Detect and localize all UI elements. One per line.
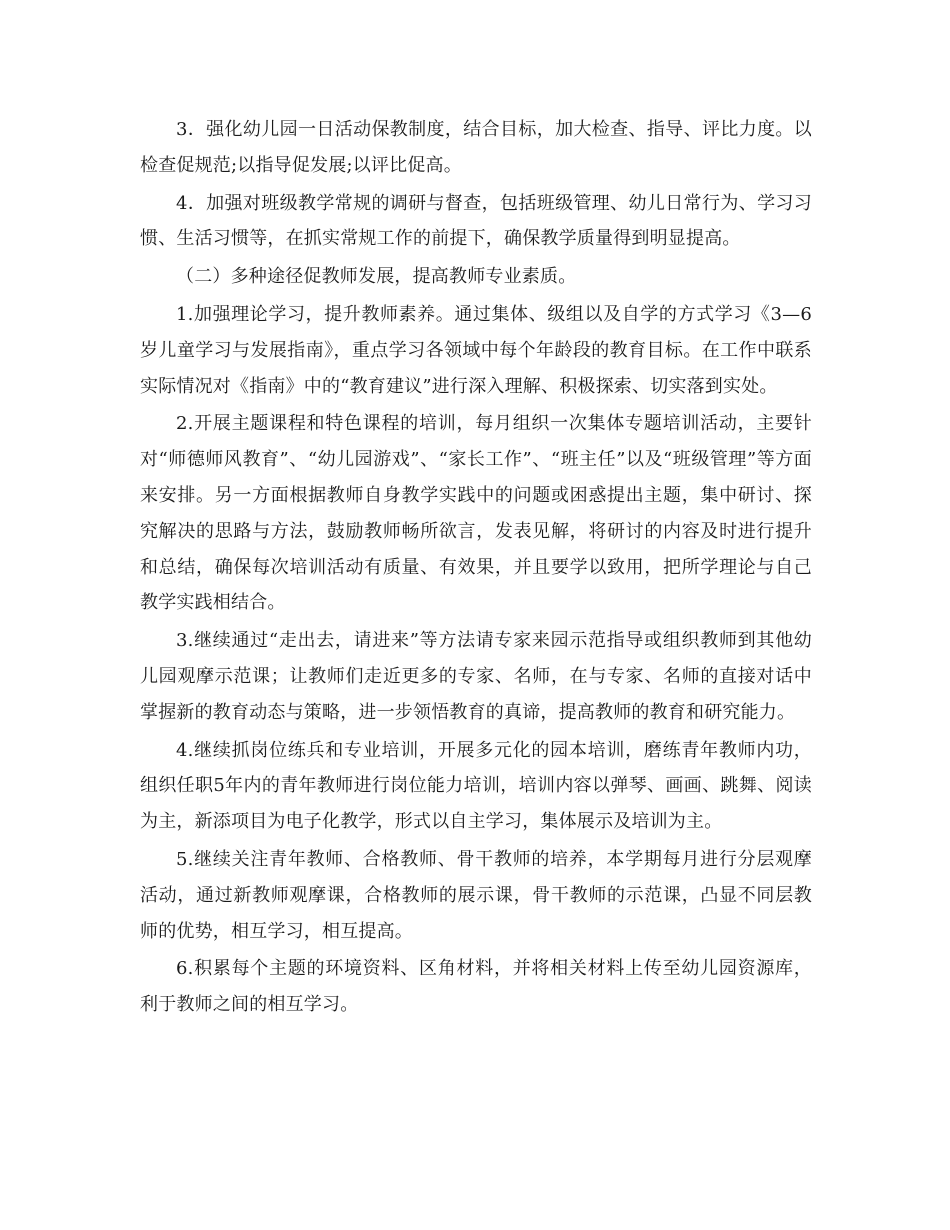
paragraph-item-3: 3．强化幼儿园一日活动保教制度，结合目标，加大检查、指导、评比力度。以检查促规范;以指导促发展;以评比促高。: [140, 119, 812, 176]
paragraph-sub-5: 5.继续关注青年教师、合格教师、骨干教师的培养，本学期每月进行分层观摩活动，通过新教师观摩课，合格教师的展示课，骨干教师的示范课，凸显不同层教师的优势，相互学习，相互提高。: [140, 848, 812, 942]
paragraph-sub-3: 3.继续通过“走出去，请进来”等方法请专家来园示范指导或组织教师到其他幼儿园观摩示范课；让教师们走近更多的专家、名师，在与专家、名师的直接对话中掌握新的教育动态与策略，进一步领悟教育的真谛，提高教师的教育和研究能力。: [140, 630, 812, 723]
paragraph-sub-6: 6.积累每个主题的环境资料、区角材料，并将相关材料上传至幼儿园资源库，利于教师之间的相互学习。: [140, 958, 812, 1016]
section-heading-2: （二）多种途径促教师发展，提高教师专业素质。: [176, 266, 577, 288]
document-body: [140, 112, 812, 1025]
paragraph-item-4: 4．加强对班级教学常规的调研与督查，包括班级管理、幼儿日常行为、学习习惯、生活习惯等，在抓实常规工作的前提下，确保教学质量得到明显提高。: [140, 192, 812, 250]
paragraph-sub-1: 1.加强理论学习，提升教师素养。通过集体、级组以及自学的方式学习《3—6岁儿童学习与发展指南》，重点学习各领域中每个年龄段的教育目标。在工作中联系实际情况对《指南》中的“教育建议”进行深入理解、积极探索、切实落到实处。: [140, 303, 812, 397]
paragraph-sub-2: 2.开展主题课程和特色课程的培训，每月组织一次集体专题培训活动，主要针对“师德师风教育”、“幼儿园游戏”、“家长工作”、“班主任”以及“班级管理”等方面来安排。另一方面根据教师自身教学实践中的问题或困惑提出主题，集中研讨、探究解决的思路与方法，鼓励教师畅所欲言，发表见解，将研讨的内容及时进行提升和总结，确保每次培训活动有质量、有效果，并且要学以致用，把所学理论与自己教学实践相结合。: [140, 413, 812, 614]
paragraph-sub-4: 4.继续抓岗位练兵和专业培训，开展多元化的园本培训，磨练青年教师内功，组织任职5年内的青年教师进行岗位能力培训，培训内容以弹琴、画画、跳舞、阅读为主，新添项目为电子化教学，形式以自主学习，集体展示及培训为主。: [140, 739, 812, 833]
